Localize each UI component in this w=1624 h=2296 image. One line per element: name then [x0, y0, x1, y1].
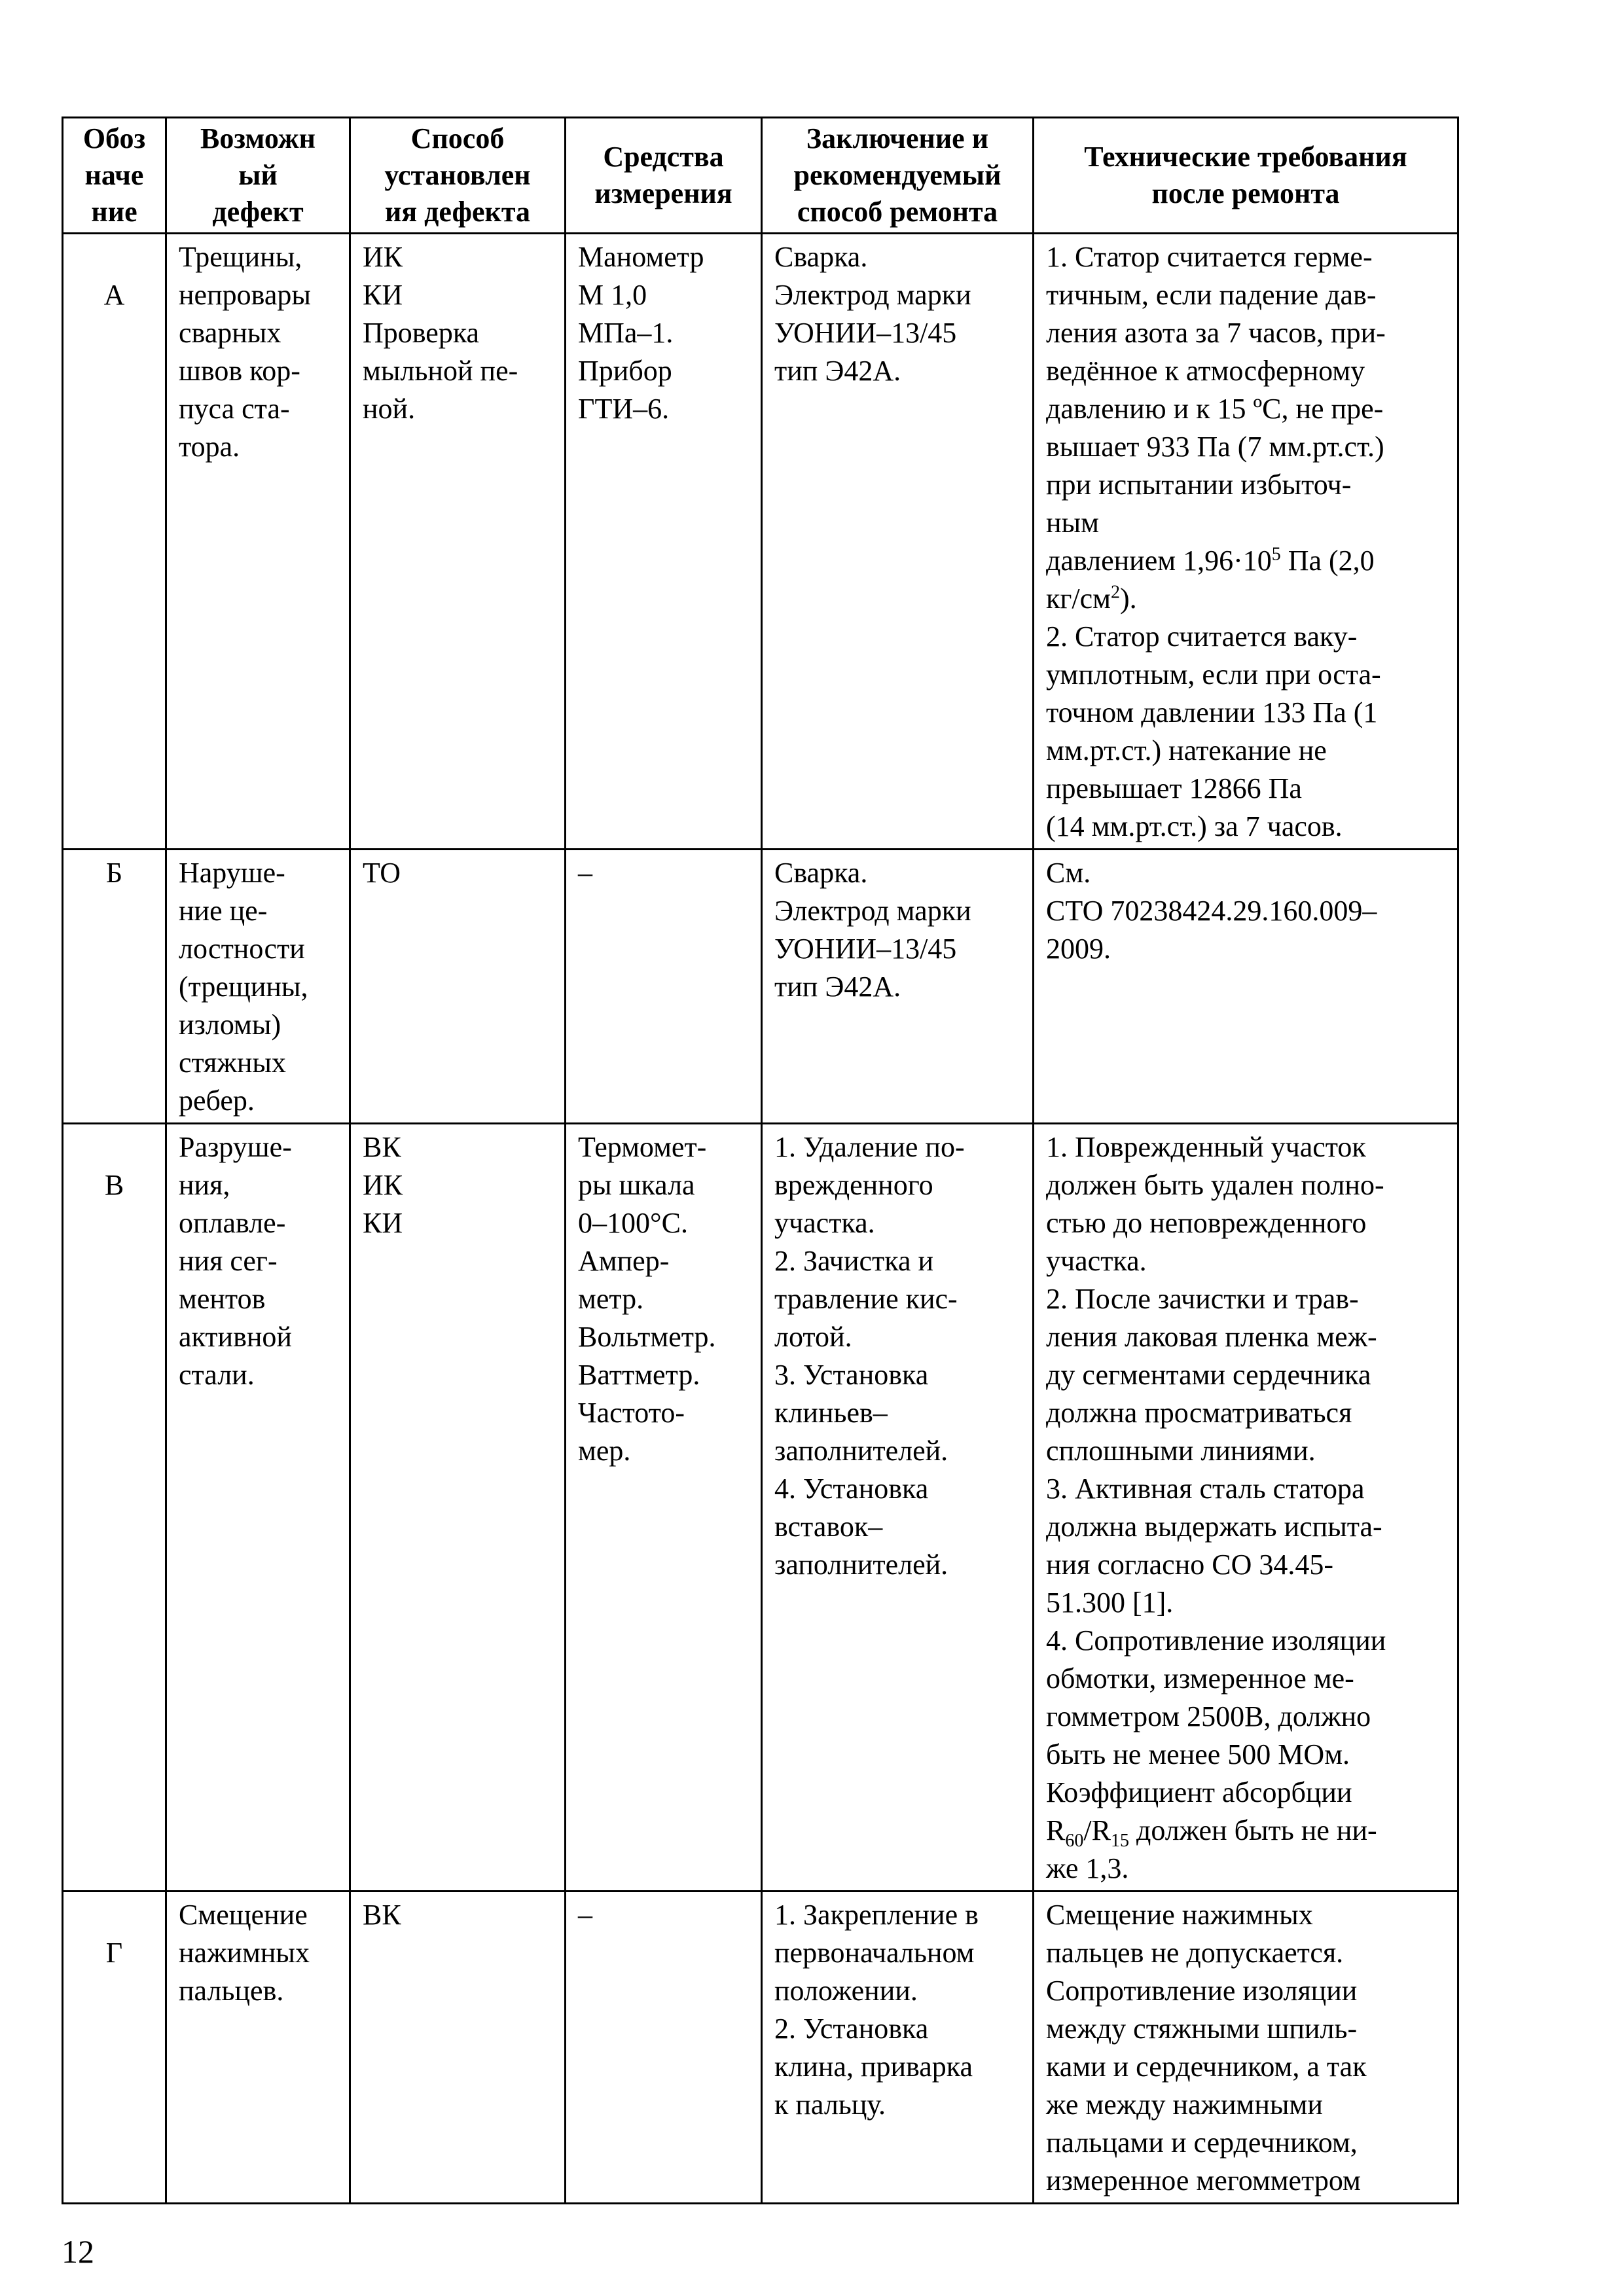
tools-cell: Термомет- ры шкала 0–100°С. Ампер- метр. Вольтметр. Ваттметр. Частото- мер. — [566, 1124, 762, 1892]
repair-cell: Сварка. Электрод марки УОНИИ–13/45 тип Э42А. — [762, 234, 1034, 850]
pressure-line: давлением $1,96\cdot 10^5$ Па (2,0 — [1046, 544, 1375, 577]
table-row — [63, 234, 1458, 850]
requirements-cell: 1. Поврежденный участок должен быть удален полно- стью до неповрежденного участка. 2. После зачистки и трав- ления лаковая пленка меж- ду сегментами сердечника должна просматриваться сплошными линиями. 3. Активная сталь статора должна выдержать испыта- ния согласно СО 34.45- 51.300 [1]. 4. Сопротивление изоляции обмотки, измеренное ме- гомметром 2500В, должно быть не менее 500 МОм. Коэффициент абсорбции $R_{60}/R_{15}$ должен быть не ни- же 1,3. — [1034, 1124, 1458, 1892]
requirements-cell: Смещение нажимных пальцев не допускается. Сопротивление изоляции между стяжными шпиль- ками и сердечником, а так же между нажимными пальцами и сердечником, измеренное мегомметром — [1034, 1892, 1458, 2204]
table-row — [63, 1892, 1458, 2204]
requirements-cell: 1. Статор считается герме- тичным, если падение дав- ления азота за 7 часов, при- ведённое к атмосферному давлению и к 15 ºС, не пре- вышает 933 Па (7 мм.рт.ст.) при испытании избыточ- ным давлением $1,96\cdot 10^5$ Па (2,0 $кг/см^2$). 2. Статор считается ваку- умплотным, если при оста- точном давлении 133 Па (1 мм.рт.ст.) натекание не превышает 12866 Па (14 мм.рт.ст.) за 7 часов. — [1034, 234, 1458, 850]
row-code: А — [103, 279, 125, 311]
tools-cell: Манометр М 1,0 МПа–1. Прибор ГТИ–6. — [566, 234, 762, 850]
requirements-cell: См. СТО 70238424.29.160.009– 2009. — [1034, 850, 1458, 1124]
tools-cell: – — [566, 1892, 762, 2204]
defect-cell: Трещины, непровары сварных швов кор- пуса ста- тора. — [166, 234, 350, 850]
defects-table — [62, 117, 1459, 2204]
header-possible-defect: Возможн ый дефект — [166, 118, 350, 234]
row-code-cell — [63, 1892, 166, 2204]
header-designation: Обоз наче ние — [63, 118, 166, 234]
row-code-cell — [63, 234, 166, 850]
method-cell: ВК — [350, 1892, 566, 2204]
repair-cell: 1. Закрепление в первоначальном положении. 2. Установка клина, приварка к пальцу. — [762, 1892, 1034, 2204]
unit-line: $кг/см^2$). — [1046, 582, 1137, 615]
defect-cell: Разруше- ния, оплавле- ния сег- ментов активной стали. — [166, 1124, 350, 1892]
row-code: Г — [105, 1937, 123, 1969]
repair-cell: Сварка. Электрод марки УОНИИ–13/45 тип Э42А. — [762, 850, 1034, 1124]
header-technical-requirements: Технические требования после ремонта — [1034, 118, 1458, 234]
row-code: Б — [105, 857, 123, 889]
table-row — [63, 1124, 1458, 1892]
row-code-cell — [63, 850, 166, 1124]
row-code: В — [104, 1169, 124, 1201]
header-row — [63, 118, 1458, 234]
header-measuring-tools: Средства измерения — [566, 118, 762, 234]
absorption-ratio-line: $R_{60}/R_{15}$ должен быть не ни- — [1046, 1814, 1377, 1851]
table-row — [63, 850, 1458, 1124]
table-header — [63, 118, 1458, 234]
row-code-cell — [63, 1124, 166, 1892]
defect-cell: Смещение нажимных пальцев. — [166, 1892, 350, 2204]
method-cell: ВК ИК КИ — [350, 1124, 566, 1892]
header-detection-method: Способ установлен ия дефекта — [350, 118, 566, 234]
method-cell: ТО — [350, 850, 566, 1124]
defect-cell: Наруше- ние це- лостности (трещины, изломы) стяжных ребер. — [166, 850, 350, 1124]
header-conclusion-repair: Заключение и рекомендуемый способ ремонта — [762, 118, 1034, 234]
page-number: 12 — [62, 2233, 94, 2270]
repair-cell: 1. Удаление по- врежденного участка. 2. Зачистка и травление кис- лотой. 3. Установка клиньев– заполнителей. 4. Установка вставок– заполнителей. — [762, 1124, 1034, 1892]
tools-cell: – — [566, 850, 762, 1124]
method-cell: ИК КИ Проверка мыльной пе- ной. — [350, 234, 566, 850]
